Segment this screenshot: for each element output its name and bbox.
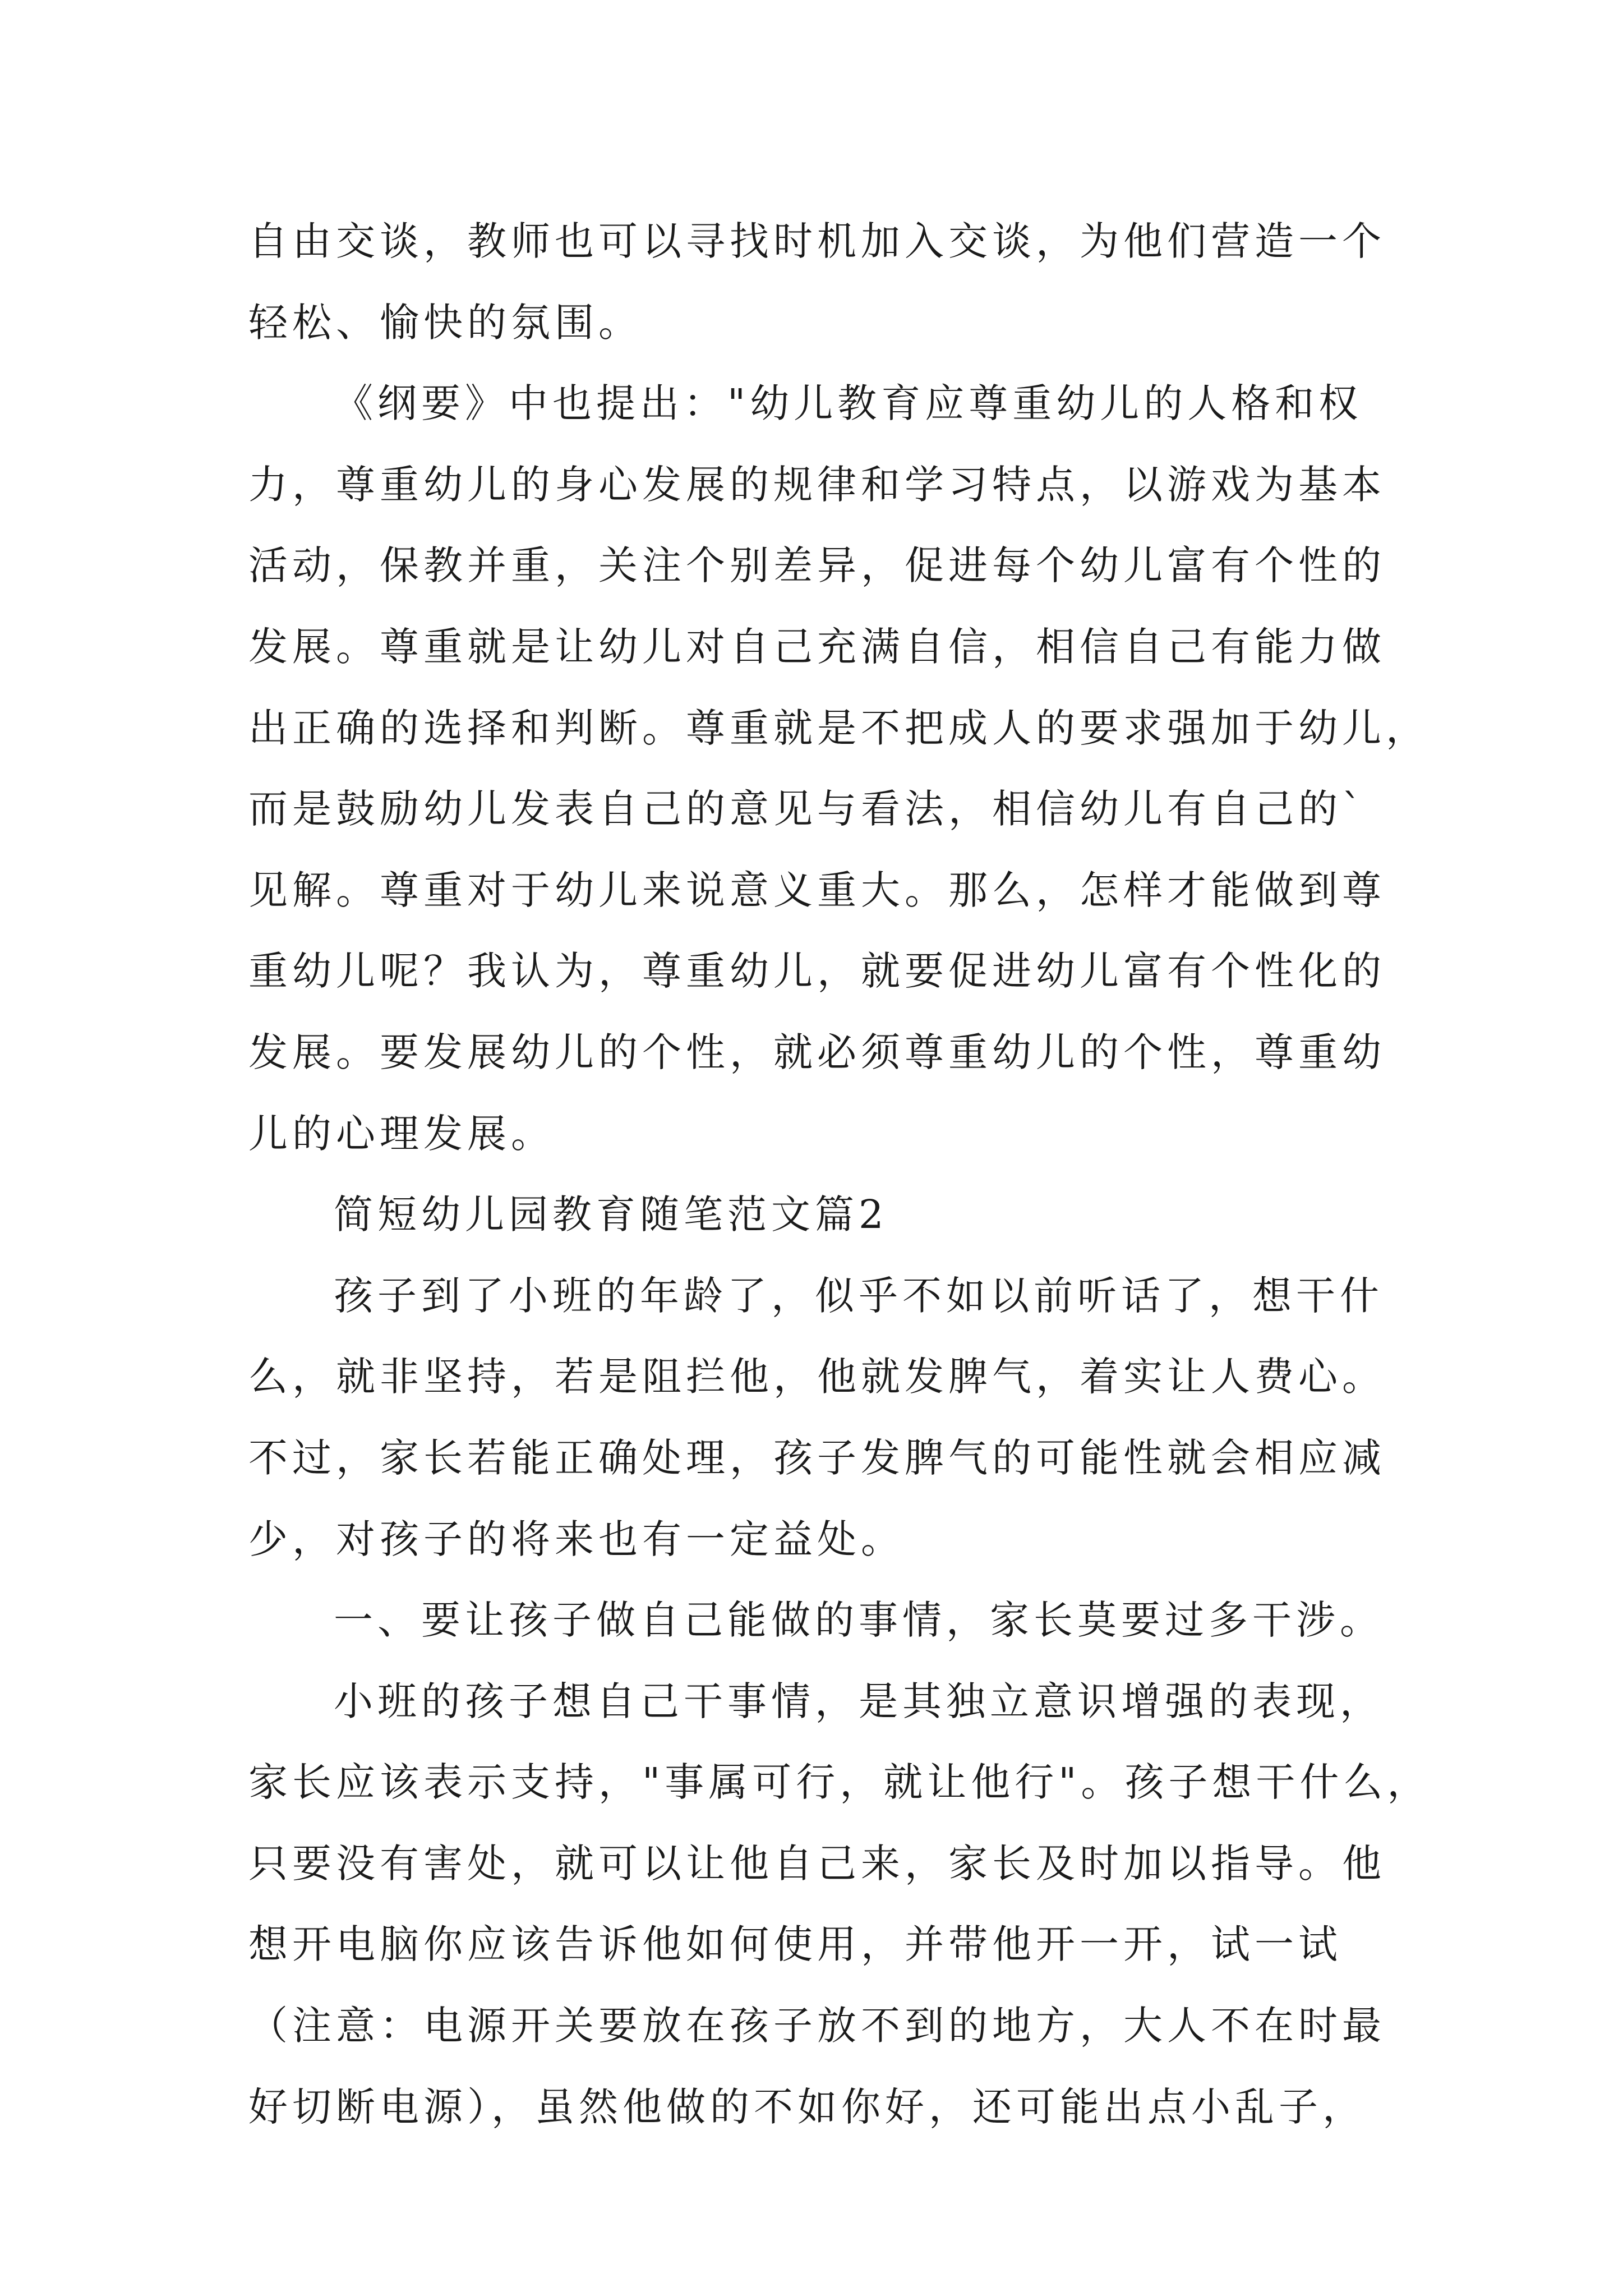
body-text xyxy=(248,201,1431,2147)
text-line: 想开电脑你应该告诉他如何使用，并带他开一开，试一试 xyxy=(248,1921,1342,1968)
text-line: 《纲要》中也提出："幼儿教育应尊重幼儿的人格和权 xyxy=(334,380,1363,427)
text-line: 出正确的选择和判断。尊重就是不把成人的要求强加于幼儿， xyxy=(248,705,1430,751)
text-line: （注意：电源开关要放在孩子放不到的地方，大人不在时最 xyxy=(248,2003,1386,2049)
section-heading: 简短幼儿园教育随笔范文篇2 xyxy=(334,1191,888,1238)
text-line: 孩子到了小班的年龄了，似乎不如以前听话了，想干什 xyxy=(334,1272,1384,1319)
text-line: 发展。尊重就是让幼儿对自己充满自信，相信自己有能力做 xyxy=(248,623,1386,670)
text-line: 只要没有害处，就可以让他自己来，家长及时加以指导。他 xyxy=(248,1840,1386,1887)
text-line: 小班的孩子想自己干事情，是其独立意识增强的表现， xyxy=(334,1678,1384,1724)
text-line: 发展。要发展幼儿的个性，就必须尊重幼儿的个性，尊重幼 xyxy=(248,1029,1386,1075)
text-line: 重幼儿呢？我认为，尊重幼儿，就要促进幼儿富有个性化的 xyxy=(248,948,1386,995)
text-line: 活动，保教并重，关注个别差异，促进每个幼儿富有个性的 xyxy=(248,542,1386,589)
text-line: 而是鼓励幼儿发表自己的意见与看法，相信幼儿有自己的` xyxy=(248,786,1366,832)
text-line: 不过，家长若能正确处理，孩子发脾气的可能性就会相应减 xyxy=(248,1434,1386,1481)
text-line: 儿的心理发展。 xyxy=(248,1110,555,1157)
text-line: 家长应该表示支持，"事属可行，就让他行"。孩子想干什么， xyxy=(248,1759,1431,1806)
text-line: 么，就非坚持，若是阻拦他，他就发脾气，着实让人费心。 xyxy=(248,1354,1386,1400)
text-line: 力，尊重幼儿的身心发展的规律和学习特点，以游戏为基本 xyxy=(248,461,1386,508)
text-line: 轻松、愉快的氛围。 xyxy=(248,299,642,346)
text-line: 好切断电源），虽然他做的不如你好，还可能出点小乱子， xyxy=(248,2083,1366,2130)
text-line: 见解。尊重对于幼儿来说意义重大。那么，怎样才能做到尊 xyxy=(248,867,1386,913)
text-line: 少，对孩子的将来也有一定益处。 xyxy=(248,1516,905,1562)
text-line: 一、要让孩子做自己能做的事情，家长莫要过多干涉。 xyxy=(334,1597,1384,1644)
text-line: 自由交谈，教师也可以寻找时机加入交谈，为他们营造一个 xyxy=(248,218,1386,264)
